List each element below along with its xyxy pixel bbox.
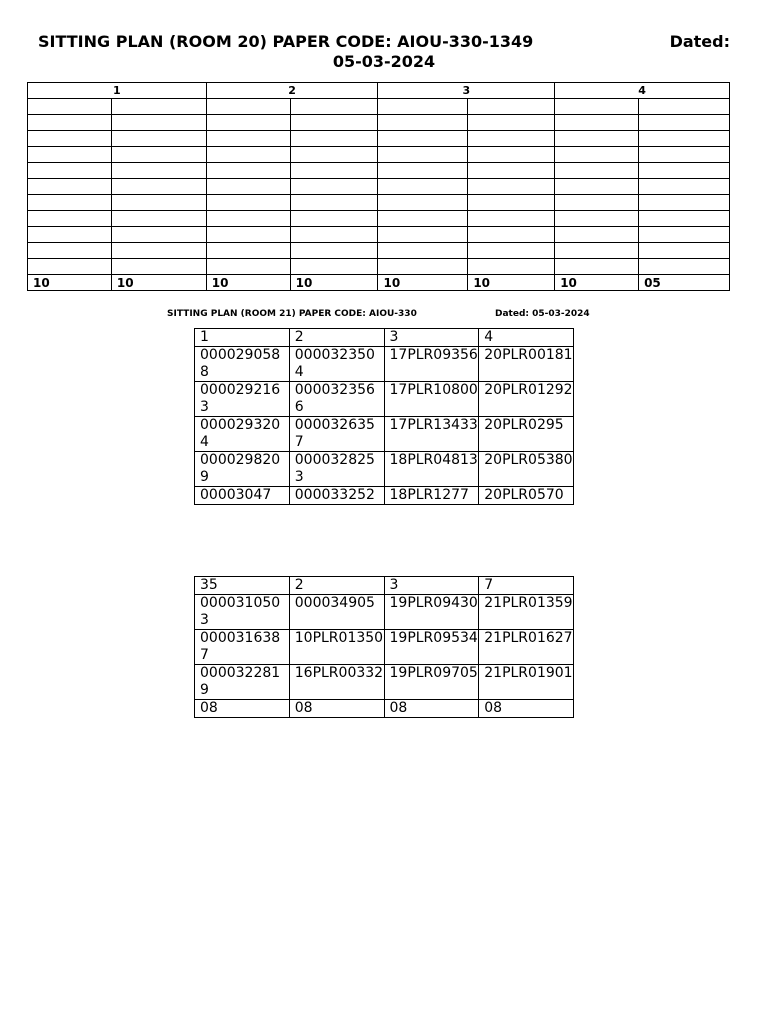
room20-empty-row xyxy=(28,147,730,163)
room20-empty-cell xyxy=(290,147,378,163)
roll-number-cell: 19PLR09534 xyxy=(384,630,479,665)
room20-column-header: 4 xyxy=(555,83,730,99)
room20-empty-cell xyxy=(28,99,112,115)
seating-header-cell: 3 xyxy=(384,329,479,347)
room20-empty-cell xyxy=(28,259,112,275)
room20-total-cell: 10 xyxy=(555,275,639,291)
roll-number-cell: 21PLR01901 xyxy=(479,665,574,700)
roll-number-cell: 21PLR01627 xyxy=(479,630,574,665)
room20-empty-row xyxy=(28,259,730,275)
room20-total-cell: 10 xyxy=(468,275,555,291)
room20-empty-cell xyxy=(555,227,639,243)
room20-empty-cell xyxy=(555,243,639,259)
seating-header-cell: 2 xyxy=(289,577,384,595)
roll-number-cell: 0000290588 xyxy=(195,347,290,382)
room20-empty-cell xyxy=(639,259,730,275)
seating-header-cell: 7 xyxy=(479,577,574,595)
room20-empty-cell xyxy=(639,99,730,115)
room20-empty-cell xyxy=(555,259,639,275)
seating-header-cell: 2 xyxy=(289,329,384,347)
room20-empty-cell xyxy=(378,195,468,211)
seating-header-cell: 35 xyxy=(195,577,290,595)
room20-empty-cell xyxy=(28,195,112,211)
roll-number-cell: 08 xyxy=(289,700,384,718)
roll-number-cell: 08 xyxy=(195,700,290,718)
seating-header-row xyxy=(195,329,574,347)
room20-title: SITTING PLAN (ROOM 20) PAPER CODE: AIOU-330-1349 xyxy=(38,32,534,51)
room20-empty-cell xyxy=(111,163,206,179)
roll-number-cell: 18PLR1277 xyxy=(384,487,479,505)
room20-empty-row xyxy=(28,115,730,131)
room20-empty-cell xyxy=(290,179,378,195)
seating-row xyxy=(195,452,574,487)
room20-empty-cell xyxy=(555,211,639,227)
roll-number-cell: 20PLR01292 xyxy=(479,382,574,417)
roll-number-cell: 20PLR0295 xyxy=(479,417,574,452)
room20-empty-cell xyxy=(378,243,468,259)
room20-empty-cell xyxy=(111,147,206,163)
room20-empty-cell xyxy=(290,131,378,147)
seating-row xyxy=(195,595,574,630)
room20-empty-cell xyxy=(206,243,290,259)
room20-empty-cell xyxy=(468,131,555,147)
room20-empty-cell xyxy=(555,115,639,131)
seating-header-cell: 3 xyxy=(384,577,479,595)
room20-empty-cell xyxy=(468,147,555,163)
room20-empty-cell xyxy=(468,195,555,211)
room20-empty-cell xyxy=(468,163,555,179)
room20-empty-cell xyxy=(555,147,639,163)
room20-empty-cell xyxy=(290,195,378,211)
room20-column-header: 3 xyxy=(378,83,555,99)
room20-empty-cell xyxy=(555,99,639,115)
room20-empty-cell xyxy=(111,211,206,227)
roll-number-cell: 18PLR04813 xyxy=(384,452,479,487)
roll-number-cell: 16PLR00332 xyxy=(289,665,384,700)
room20-column-header: 2 xyxy=(206,83,378,99)
room20-empty-cell xyxy=(290,259,378,275)
room20-empty-cell xyxy=(639,179,730,195)
room20-empty-cell xyxy=(111,179,206,195)
room20-empty-row xyxy=(28,99,730,115)
room20-empty-cell xyxy=(468,179,555,195)
room20-empty-cell xyxy=(28,211,112,227)
roll-number-cell: 0000328253 xyxy=(289,452,384,487)
roll-number-cell: 20PLR00181 xyxy=(479,347,574,382)
room20-seating-table xyxy=(27,82,730,291)
seating-row xyxy=(195,665,574,700)
room20-empty-cell xyxy=(206,163,290,179)
room20-empty-cell xyxy=(290,99,378,115)
room20-empty-cell xyxy=(639,243,730,259)
roll-number-cell: 0000292163 xyxy=(195,382,290,417)
room20-empty-cell xyxy=(378,99,468,115)
room20-empty-cell xyxy=(290,243,378,259)
room20-empty-cell xyxy=(111,195,206,211)
room20-empty-cell xyxy=(555,131,639,147)
room20-empty-cell xyxy=(206,179,290,195)
room20-empty-cell xyxy=(28,227,112,243)
room20-empty-cell xyxy=(639,115,730,131)
room20-empty-cell xyxy=(378,211,468,227)
room20-empty-cell xyxy=(378,227,468,243)
room20-empty-cell xyxy=(290,227,378,243)
room20-empty-cell xyxy=(555,163,639,179)
room20-empty-cell xyxy=(378,115,468,131)
room20-empty-row xyxy=(28,211,730,227)
roll-number-cell: 17PLR10800 xyxy=(384,382,479,417)
room20-empty-row xyxy=(28,163,730,179)
seating-row xyxy=(195,417,574,452)
room21-dated: Dated: 05-03-2024 xyxy=(495,309,590,319)
room20-empty-row xyxy=(28,243,730,259)
room20-empty-cell xyxy=(290,115,378,131)
roll-number-cell: 0000322819 xyxy=(195,665,290,700)
room20-empty-cell xyxy=(468,99,555,115)
room20-empty-cell xyxy=(28,163,112,179)
room20-empty-cell xyxy=(206,147,290,163)
seating-header-cell: 4 xyxy=(479,329,574,347)
room20-empty-cell xyxy=(206,115,290,131)
room20-empty-cell xyxy=(468,227,555,243)
room20-totals-row xyxy=(28,275,730,291)
roll-number-cell: 10PLR01350 xyxy=(289,630,384,665)
room20-empty-cell xyxy=(555,179,639,195)
room20-empty-cell xyxy=(468,211,555,227)
roll-number-cell: 0000310503 xyxy=(195,595,290,630)
room20-total-cell: 10 xyxy=(111,275,206,291)
room20-empty-cell xyxy=(28,131,112,147)
seating-row xyxy=(195,487,574,505)
roll-number-cell: 20PLR05380 xyxy=(479,452,574,487)
room20-total-cell: 10 xyxy=(378,275,468,291)
room20-empty-row xyxy=(28,179,730,195)
room20-empty-cell xyxy=(639,147,730,163)
roll-number-cell: 19PLR09430 xyxy=(384,595,479,630)
roll-number-cell: 21PLR01359 xyxy=(479,595,574,630)
room20-empty-cell xyxy=(290,163,378,179)
room20-empty-cell xyxy=(555,195,639,211)
room20-header-row xyxy=(28,83,730,99)
room20-empty-cell xyxy=(206,227,290,243)
room20-empty-cell xyxy=(28,243,112,259)
roll-number-cell: 000033252 xyxy=(289,487,384,505)
seating-row xyxy=(195,347,574,382)
room20-empty-row xyxy=(28,227,730,243)
seating-row xyxy=(195,630,574,665)
room20-empty-cell xyxy=(111,243,206,259)
room20-empty-cell xyxy=(378,163,468,179)
roll-number-cell: 0000298209 xyxy=(195,452,290,487)
roll-number-cell: 0000323566 xyxy=(289,382,384,417)
room20-empty-cell xyxy=(468,243,555,259)
room20-empty-cell xyxy=(639,131,730,147)
seating-row xyxy=(195,382,574,417)
room20-total-cell: 10 xyxy=(206,275,290,291)
room20-empty-cell xyxy=(468,115,555,131)
room20-empty-cell xyxy=(28,179,112,195)
room20-empty-cell xyxy=(468,259,555,275)
room20-empty-cell xyxy=(206,131,290,147)
room20-empty-cell xyxy=(639,163,730,179)
room20-empty-cell xyxy=(206,99,290,115)
room20-dated-label: Dated: xyxy=(669,32,730,51)
room20-date: 05-03-2024 xyxy=(332,52,436,71)
room20-empty-cell xyxy=(111,99,206,115)
roll-number-cell: 0000326357 xyxy=(289,417,384,452)
roll-number-cell: 08 xyxy=(384,700,479,718)
roll-number-cell: 08 xyxy=(479,700,574,718)
roll-number-cell: 19PLR09705 xyxy=(384,665,479,700)
roll-number-cell: 0000293204 xyxy=(195,417,290,452)
roll-number-cell: 17PLR09356 xyxy=(384,347,479,382)
room20-empty-cell xyxy=(206,259,290,275)
seating-row xyxy=(195,700,574,718)
room20-empty-cell xyxy=(378,179,468,195)
seating-header-cell: 1 xyxy=(195,329,290,347)
roll-number-cell: 00003047 xyxy=(195,487,290,505)
room20-empty-cell xyxy=(111,259,206,275)
room20-empty-cell xyxy=(378,131,468,147)
room21-second-seating-table xyxy=(194,576,574,718)
room20-empty-row xyxy=(28,131,730,147)
roll-number-cell: 0000323504 xyxy=(289,347,384,382)
roll-number-cell: 17PLR13433 xyxy=(384,417,479,452)
room20-empty-cell xyxy=(206,195,290,211)
room20-empty-cell xyxy=(28,147,112,163)
room20-empty-cell xyxy=(290,211,378,227)
room21-title: SITTING PLAN (ROOM 21) PAPER CODE: AIOU-330 xyxy=(167,309,417,319)
room20-empty-cell xyxy=(111,227,206,243)
room20-total-cell: 05 xyxy=(639,275,730,291)
room20-column-header: 1 xyxy=(28,83,207,99)
room20-empty-cell xyxy=(28,115,112,131)
room20-empty-cell xyxy=(206,211,290,227)
roll-number-cell: 000034905 xyxy=(289,595,384,630)
room20-empty-cell xyxy=(639,227,730,243)
room20-empty-cell xyxy=(111,115,206,131)
seating-header-row xyxy=(195,577,574,595)
room21-seating-table xyxy=(194,328,574,505)
roll-number-cell: 20PLR0570 xyxy=(479,487,574,505)
room20-empty-cell xyxy=(378,259,468,275)
room20-empty-row xyxy=(28,195,730,211)
room20-empty-cell xyxy=(639,195,730,211)
roll-number-cell: 0000316387 xyxy=(195,630,290,665)
room20-empty-cell xyxy=(639,211,730,227)
room20-total-cell: 10 xyxy=(290,275,378,291)
room20-empty-cell xyxy=(378,147,468,163)
room20-empty-cell xyxy=(111,131,206,147)
room20-total-cell: 10 xyxy=(28,275,112,291)
